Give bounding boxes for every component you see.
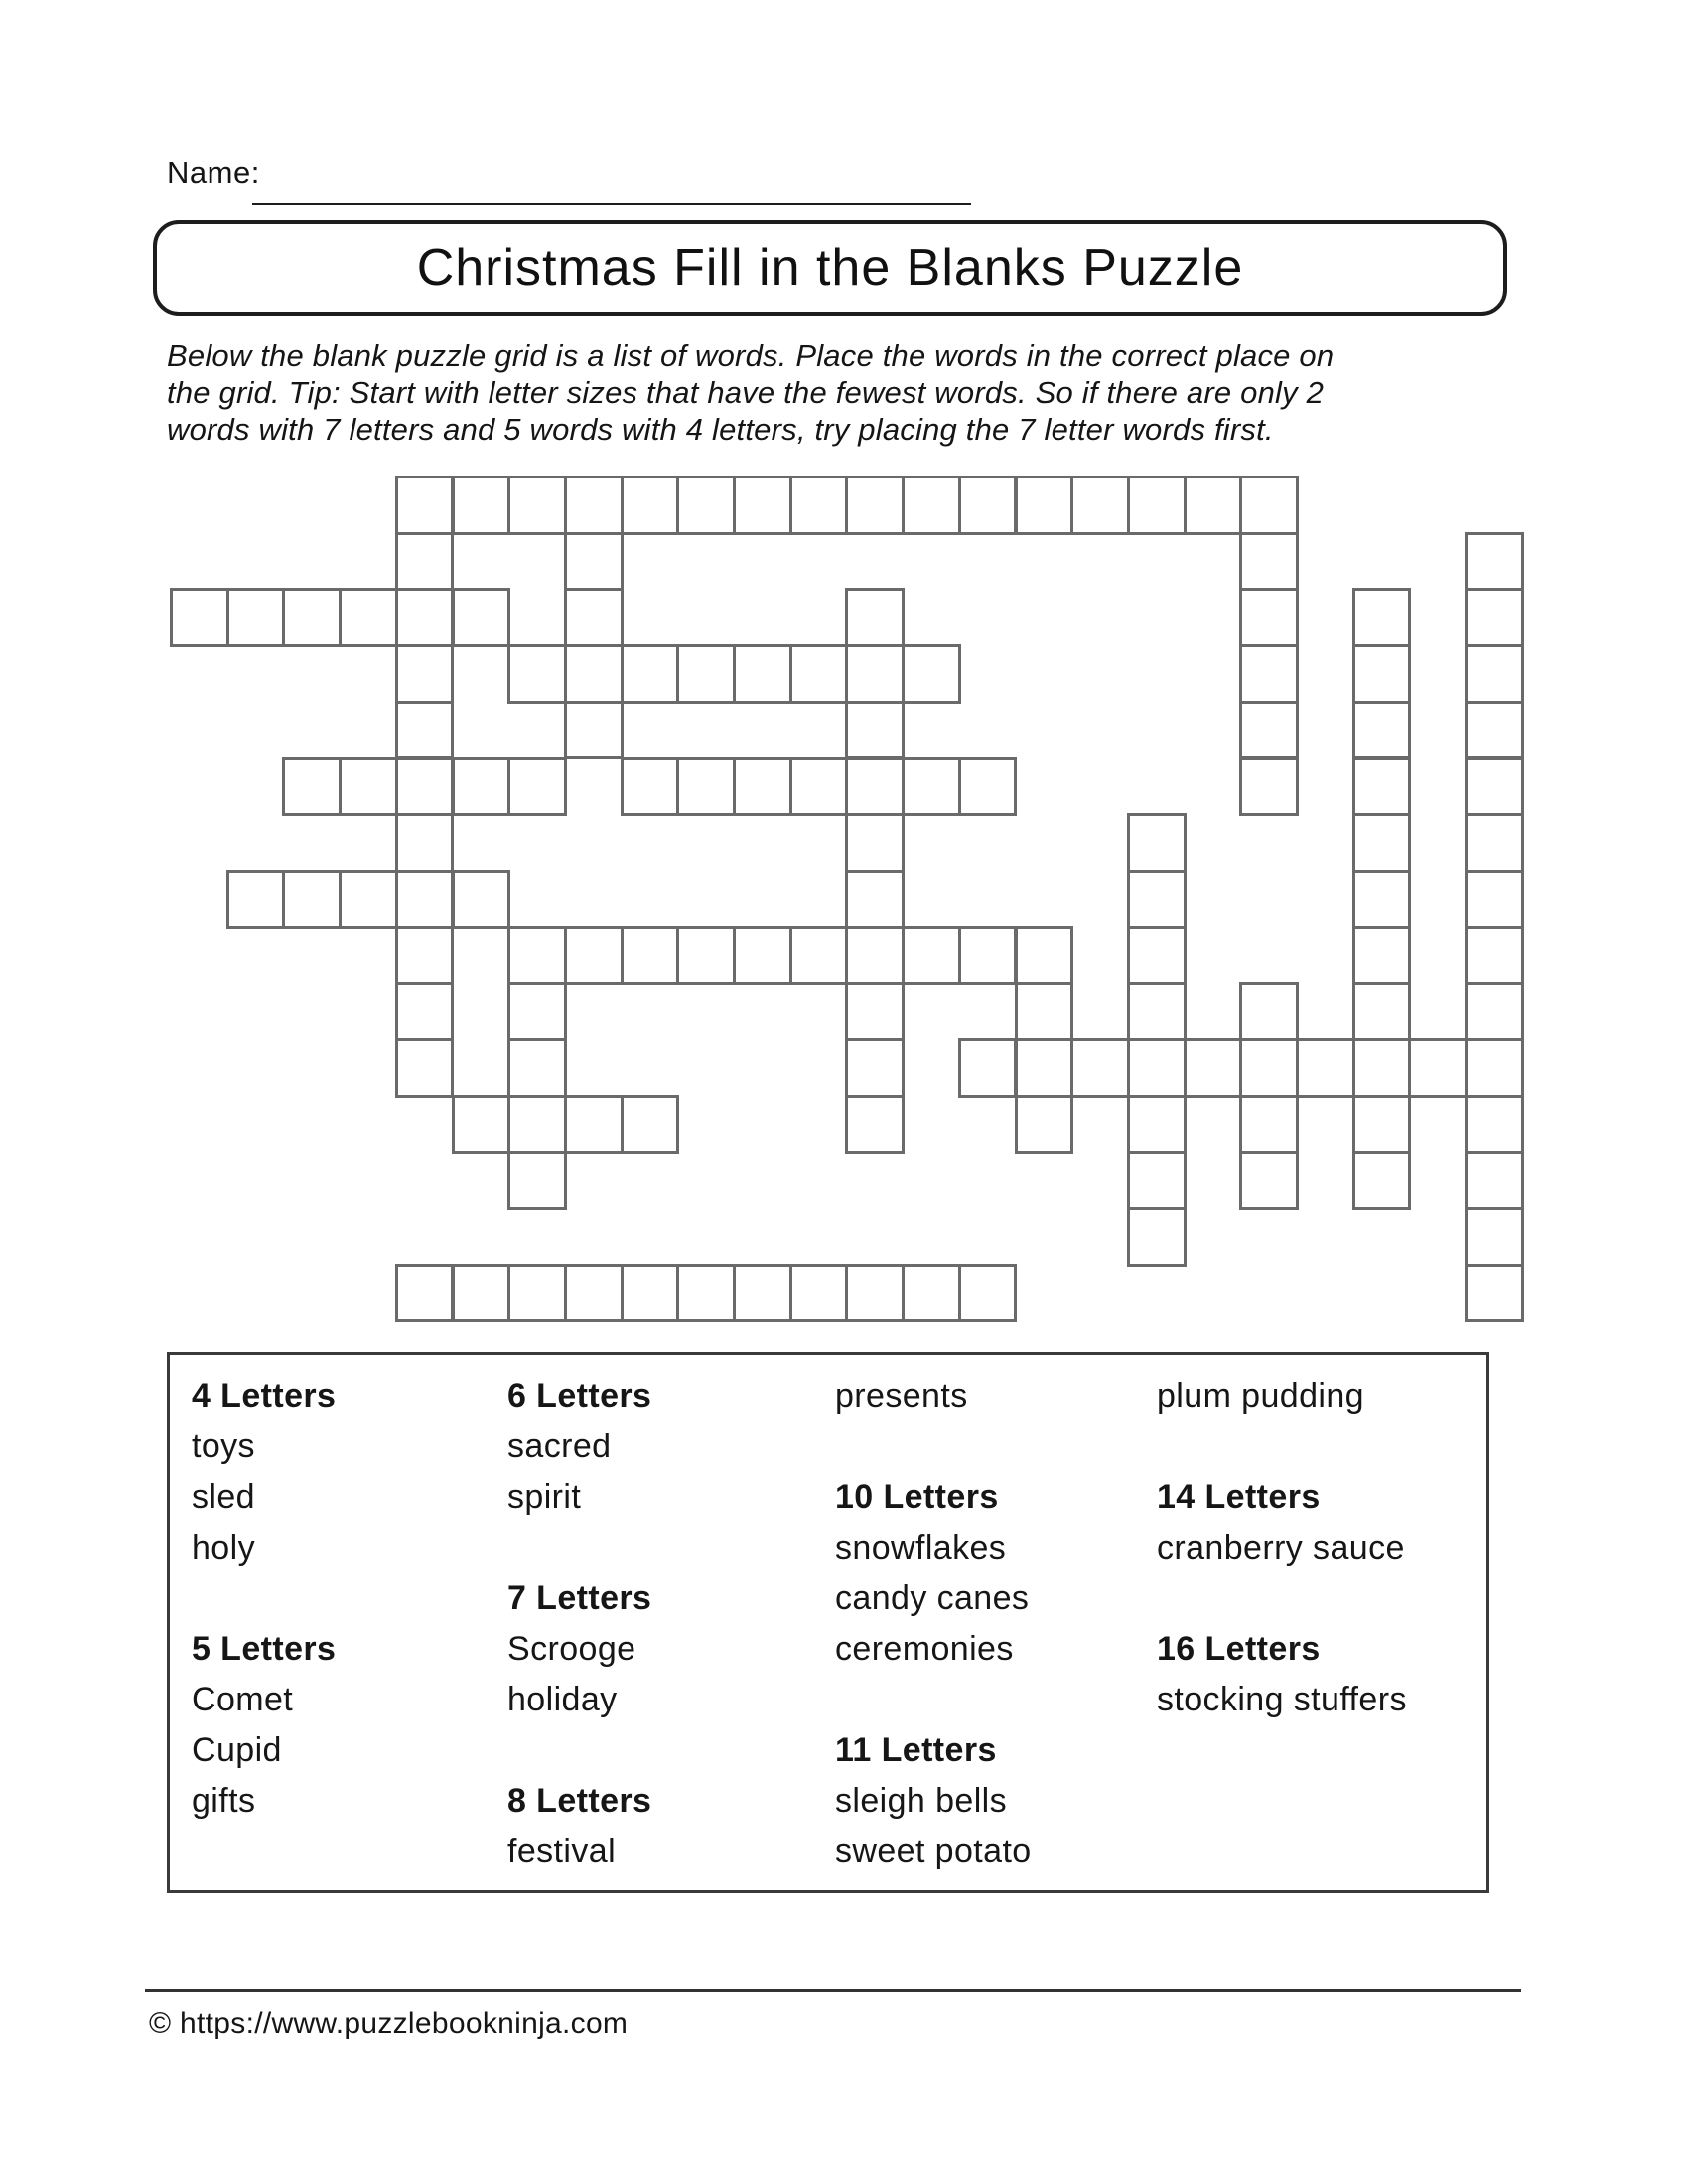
grid-cell[interactable] <box>621 757 680 817</box>
grid-cell[interactable] <box>564 644 624 704</box>
word-list-spacer <box>507 1529 825 1579</box>
grid-cell[interactable] <box>1070 1038 1130 1098</box>
grid-cell[interactable] <box>676 757 736 817</box>
name-label: Name: <box>167 155 260 190</box>
grid-cell[interactable] <box>507 644 567 704</box>
grid-cell[interactable] <box>452 1095 511 1155</box>
word-list-spacer <box>507 1731 825 1782</box>
grid-cell[interactable] <box>1465 1038 1524 1098</box>
grid-cell[interactable] <box>902 757 961 817</box>
grid-cell[interactable] <box>845 757 905 817</box>
grid-cell[interactable] <box>1352 870 1412 929</box>
grid-cell[interactable] <box>395 757 455 817</box>
word-group-header: 6 Letters <box>507 1377 652 1415</box>
grid-cell[interactable] <box>789 926 849 986</box>
word-item: sacred <box>507 1428 612 1465</box>
grid-cell[interactable] <box>1239 1151 1299 1210</box>
grid-cell[interactable] <box>282 870 342 929</box>
grid-cell[interactable] <box>564 532 624 592</box>
grid-cell[interactable] <box>845 701 905 760</box>
grid-cell[interactable] <box>170 588 229 647</box>
grid-cell[interactable] <box>845 813 905 873</box>
grid-cell[interactable] <box>1465 926 1524 986</box>
grid-cell[interactable] <box>507 1038 567 1098</box>
grid-cell[interactable] <box>1127 813 1187 873</box>
word-group-header: 7 Letters <box>507 1579 652 1617</box>
grid-cell[interactable] <box>789 757 849 817</box>
grid-cell[interactable] <box>1465 588 1524 647</box>
grid-cell[interactable] <box>733 1264 792 1323</box>
grid-cell[interactable] <box>564 1095 624 1155</box>
word-item: ceremonies <box>835 1630 1014 1668</box>
grid-cell[interactable] <box>902 926 961 986</box>
grid-cell[interactable] <box>1127 1207 1187 1267</box>
grid-cell[interactable] <box>621 926 680 986</box>
grid-cell[interactable] <box>564 701 624 760</box>
grid-cell[interactable] <box>1239 476 1299 535</box>
word-item: cranberry sauce <box>1157 1529 1405 1567</box>
grid-cell[interactable] <box>621 1095 680 1155</box>
word-list-column <box>507 1377 825 1883</box>
grid-cell[interactable] <box>1239 701 1299 760</box>
grid-cell[interactable] <box>226 870 286 929</box>
word-group-header: 5 Letters <box>192 1630 337 1668</box>
grid-cell[interactable] <box>845 588 905 647</box>
grid-cell[interactable] <box>507 1264 567 1323</box>
grid-cell[interactable] <box>1015 476 1074 535</box>
word-list-box <box>167 1352 1489 1893</box>
grid-cell[interactable] <box>452 757 511 817</box>
grid-cell[interactable] <box>1015 982 1074 1041</box>
word-list-spacer <box>835 1428 1153 1478</box>
word-item: Comet <box>192 1681 294 1718</box>
word-list-spacer <box>1157 1428 1475 1478</box>
grid-cell[interactable] <box>395 1038 455 1098</box>
grid-cell[interactable] <box>1015 1038 1074 1098</box>
grid-cell[interactable] <box>564 1264 624 1323</box>
word-list-spacer <box>1157 1579 1475 1630</box>
grid-cell[interactable] <box>1239 1038 1299 1098</box>
grid-cell[interactable] <box>1465 1207 1524 1267</box>
grid-cell[interactable] <box>395 982 455 1041</box>
grid-cell[interactable] <box>1465 982 1524 1041</box>
grid-cell[interactable] <box>507 1151 567 1210</box>
grid-cell[interactable] <box>1239 982 1299 1041</box>
grid-cell[interactable] <box>1352 588 1412 647</box>
grid-cell[interactable] <box>1127 1151 1187 1210</box>
word-list-column <box>1157 1377 1475 1731</box>
footer-link[interactable]: © https://www.puzzlebookninja.com <box>149 2007 629 2040</box>
grid-cell[interactable] <box>676 1264 736 1323</box>
word-group-header: 4 Letters <box>192 1377 337 1415</box>
grid-cell[interactable] <box>1296 1038 1355 1098</box>
footer-rule <box>145 1989 1521 1992</box>
grid-cell[interactable] <box>1352 1095 1412 1155</box>
grid-cell[interactable] <box>845 1038 905 1098</box>
grid-cell[interactable] <box>339 757 398 817</box>
grid-cell[interactable] <box>676 926 736 986</box>
grid-cell[interactable] <box>845 1264 905 1323</box>
grid-cell[interactable] <box>395 1264 455 1323</box>
grid-cell[interactable] <box>676 476 736 535</box>
grid-cell[interactable] <box>339 870 398 929</box>
grid-cell[interactable] <box>282 757 342 817</box>
grid-cell[interactable] <box>1465 813 1524 873</box>
grid-cell[interactable] <box>958 757 1018 817</box>
grid-cell[interactable] <box>1465 1264 1524 1323</box>
grid-cell[interactable] <box>676 644 736 704</box>
grid-cell[interactable] <box>226 588 286 647</box>
grid-cell[interactable] <box>621 476 680 535</box>
grid-cell[interactable] <box>1352 757 1412 817</box>
grid-cell[interactable] <box>395 476 455 535</box>
grid-cell[interactable] <box>507 476 567 535</box>
grid-cell[interactable] <box>507 757 567 817</box>
word-list-spacer <box>192 1579 509 1630</box>
grid-cell[interactable] <box>1352 926 1412 986</box>
grid-cell[interactable] <box>452 476 511 535</box>
grid-cell[interactable] <box>452 588 511 647</box>
word-item: candy canes <box>835 1579 1030 1617</box>
grid-cell[interactable] <box>789 1264 849 1323</box>
grid-cell[interactable] <box>395 644 455 704</box>
grid-cell[interactable] <box>1465 644 1524 704</box>
grid-cell[interactable] <box>395 813 455 873</box>
word-list-spacer <box>835 1681 1153 1731</box>
grid-cell[interactable] <box>845 926 905 986</box>
word-item: Cupid <box>192 1731 282 1769</box>
grid-cell[interactable] <box>621 1264 680 1323</box>
word-item: sled <box>192 1478 255 1516</box>
word-item: plum pudding <box>1157 1377 1364 1415</box>
grid-cell[interactable] <box>1465 757 1524 817</box>
instructions-line-2: the grid. Tip: Start with letter sizes that have the fewest words. So if there are only 2 <box>167 375 1325 410</box>
grid-cell[interactable] <box>733 926 792 986</box>
grid-cell[interactable] <box>1239 757 1299 817</box>
word-group-header: 14 Letters <box>1157 1478 1321 1516</box>
grid-cell[interactable] <box>621 644 680 704</box>
grid-cell[interactable] <box>902 476 961 535</box>
grid-cell[interactable] <box>1127 476 1187 535</box>
grid-cell[interactable] <box>733 757 792 817</box>
grid-cell[interactable] <box>1465 870 1524 929</box>
grid-cell[interactable] <box>1352 1151 1412 1210</box>
grid-cell[interactable] <box>395 926 455 986</box>
word-item: snowflakes <box>835 1529 1007 1567</box>
grid-cell[interactable] <box>564 926 624 986</box>
grid-cell[interactable] <box>1184 1038 1243 1098</box>
instructions-line-1: Below the blank puzzle grid is a list of words. Place the words in the correct place on <box>167 339 1335 373</box>
grid-cell[interactable] <box>958 1264 1018 1323</box>
grid-cell[interactable] <box>958 926 1018 986</box>
grid-cell[interactable] <box>1465 532 1524 592</box>
grid-cell[interactable] <box>1465 701 1524 760</box>
grid-cell[interactable] <box>282 588 342 647</box>
grid-cell[interactable] <box>564 588 624 647</box>
grid-cell[interactable] <box>395 701 455 760</box>
word-item: stocking stuffers <box>1157 1681 1407 1718</box>
grid-cell[interactable] <box>845 982 905 1041</box>
grid-cell[interactable] <box>1352 813 1412 873</box>
word-group-header: 8 Letters <box>507 1782 652 1820</box>
grid-cell[interactable] <box>395 870 455 929</box>
grid-cell[interactable] <box>564 476 624 535</box>
grid-cell[interactable] <box>1465 1151 1524 1210</box>
grid-cell[interactable] <box>958 476 1018 535</box>
word-group-header: 16 Letters <box>1157 1630 1321 1668</box>
word-list-column <box>835 1377 1153 1883</box>
grid-cell[interactable] <box>845 870 905 929</box>
grid-cell[interactable] <box>1127 926 1187 986</box>
word-item: Scrooge <box>507 1630 636 1668</box>
word-list-column <box>192 1377 509 1833</box>
grid-cell[interactable] <box>507 926 567 986</box>
grid-cell[interactable] <box>733 644 792 704</box>
word-item: holiday <box>507 1681 618 1718</box>
grid-cell[interactable] <box>733 476 792 535</box>
grid-cell[interactable] <box>845 1095 905 1155</box>
grid-cell[interactable] <box>1127 1095 1187 1155</box>
word-item: spirit <box>507 1478 582 1516</box>
grid-cell[interactable] <box>789 644 849 704</box>
word-group-header: 10 Letters <box>835 1478 999 1516</box>
grid-cell[interactable] <box>902 1264 961 1323</box>
grid-cell[interactable] <box>1015 1095 1074 1155</box>
word-group-header: 11 Letters <box>835 1731 997 1769</box>
grid-cell[interactable] <box>507 1095 567 1155</box>
word-item: sleigh bells <box>835 1782 1008 1820</box>
grid-cell[interactable] <box>1408 1038 1468 1098</box>
grid-cell[interactable] <box>1015 926 1074 986</box>
grid-cell[interactable] <box>1239 588 1299 647</box>
grid-cell[interactable] <box>1239 532 1299 592</box>
word-item: presents <box>835 1377 968 1415</box>
page-title: Christmas Fill in the Blanks Puzzle <box>416 239 1244 297</box>
grid-cell[interactable] <box>1352 1038 1412 1098</box>
grid-cell[interactable] <box>1465 1095 1524 1155</box>
grid-cell[interactable] <box>452 1264 511 1323</box>
grid-cell[interactable] <box>1352 982 1412 1041</box>
word-item: festival <box>507 1833 617 1870</box>
instructions-line-3: words with 7 letters and 5 words with 4 letters, try placing the 7 letter words first. <box>167 412 1274 447</box>
grid-cell[interactable] <box>845 644 905 704</box>
grid-cell[interactable] <box>1352 701 1412 760</box>
grid-cell[interactable] <box>1127 1038 1187 1098</box>
grid-cell[interactable] <box>902 644 961 704</box>
word-item: toys <box>192 1428 255 1465</box>
grid-cell[interactable] <box>395 532 455 592</box>
grid-cell[interactable] <box>507 982 567 1041</box>
word-item: gifts <box>192 1782 256 1820</box>
grid-cell[interactable] <box>1127 982 1187 1041</box>
grid-cell[interactable] <box>395 588 455 647</box>
grid-cell[interactable] <box>1070 476 1130 535</box>
word-item: sweet potato <box>835 1833 1032 1870</box>
grid-cell[interactable] <box>1352 644 1412 704</box>
grid-cell[interactable] <box>1239 1095 1299 1155</box>
grid-cell[interactable] <box>789 476 849 535</box>
grid-cell[interactable] <box>958 1038 1018 1098</box>
word-item: holy <box>192 1529 255 1567</box>
grid-cell[interactable] <box>339 588 398 647</box>
grid-cell[interactable] <box>1127 870 1187 929</box>
grid-cell[interactable] <box>1239 644 1299 704</box>
grid-cell[interactable] <box>845 476 905 535</box>
grid-cell[interactable] <box>1184 476 1243 535</box>
grid-cell[interactable] <box>452 870 511 929</box>
